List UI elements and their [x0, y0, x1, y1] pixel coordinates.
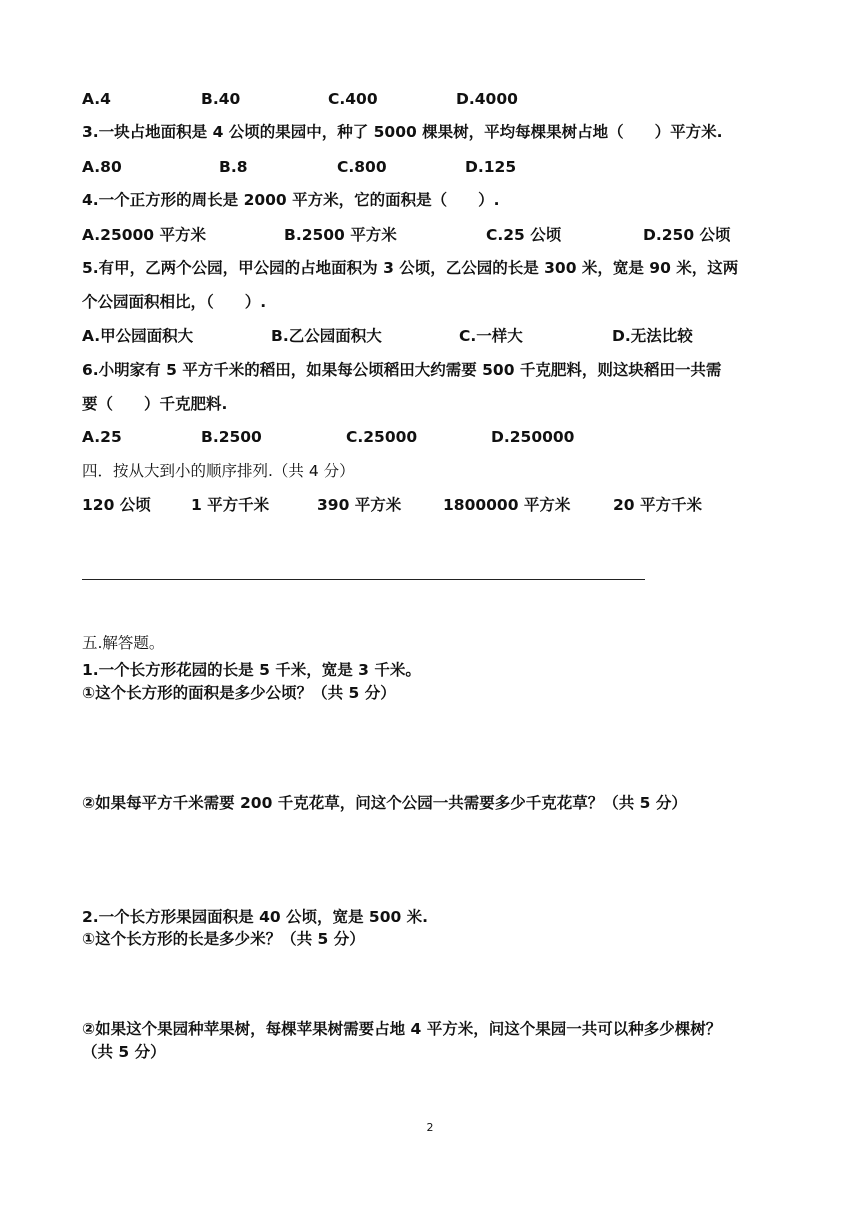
q2-option-b: B.40 [201, 90, 241, 108]
q5-option-b: B.乙公园面积大 [271, 327, 382, 345]
q4-option-d: D.250 公顷 [643, 226, 731, 244]
q5-stem-line1: 5.有甲，乙两个公园，甲公园的占地面积为 3 公顷，乙公园的长是 300 米，宽是 90 米，这两 [82, 259, 739, 277]
q6-option-a: A.25 [82, 428, 122, 446]
order-item: 1 平方千米 [191, 496, 270, 514]
section4-heading: 四．按从大到小的顺序排列.（共 4 分） [82, 462, 355, 480]
answer-line [82, 579, 645, 580]
problem1-question1: ①这个长方形的面积是多少公顷？（共 5 分） [82, 684, 396, 702]
order-item: 390 平方米 [317, 496, 402, 514]
page-number: 2 [426, 1121, 434, 1134]
problem1-stem: 1.一个长方形花园的长是 5 千米，宽是 3 千米。 [82, 661, 421, 679]
q3-option-a: A.80 [82, 158, 122, 176]
q6-option-d: D.250000 [491, 428, 575, 446]
q3-option-b: B.8 [219, 158, 248, 176]
order-item: 20 平方千米 [613, 496, 702, 514]
order-item: 120 公顷 [82, 496, 151, 514]
q4-stem: 4.一个正方形的周长是 2000 平方米，它的面积是（ ）. [82, 191, 500, 209]
q5-option-d: D.无法比较 [612, 327, 693, 345]
q2-option-c: C.400 [328, 90, 378, 108]
problem2-question2-line1: ②如果这个果园种苹果树，每棵苹果树需要占地 4 平方米，问这个果园一共可以种多少棵树？ [82, 1020, 722, 1038]
q3-stem: 3.一块占地面积是 4 公顷的果园中，种了 5000 棵果树，平均每棵果树占地（ ）平方米. [82, 123, 723, 141]
order-item: 1800000 平方米 [443, 496, 571, 514]
q5-stem-line2: 个公园面积相比，（ ）. [82, 293, 267, 311]
q4-option-c: C.25 公顷 [486, 226, 562, 244]
q6-option-c: C.25000 [346, 428, 418, 446]
q4-option-b: B.2500 平方米 [284, 226, 397, 244]
q4-option-a: A.25000 平方米 [82, 226, 206, 244]
problem2-stem: 2.一个长方形果园面积是 40 公顷，宽是 500 米. [82, 908, 429, 926]
problem2-question1: ①这个长方形的长是多少米？（共 5 分） [82, 930, 365, 948]
q6-stem-line2: 要（ ）千克肥料. [82, 395, 228, 413]
problem2-question2-line2: （共 5 分） [82, 1043, 166, 1061]
q2-option-a: A.4 [82, 90, 111, 108]
q5-option-c: C.一样大 [459, 327, 523, 345]
q2-option-d: D.4000 [456, 90, 518, 108]
q6-option-b: B.2500 [201, 428, 262, 446]
q3-option-c: C.800 [337, 158, 387, 176]
q5-option-a: A.甲公园面积大 [82, 327, 194, 345]
section5-heading: 五.解答题。 [82, 634, 165, 652]
q6-stem-line1: 6.小明家有 5 平方千米的稻田，如果每公顷稻田大约需要 500 千克肥料，则这块稻田一共需 [82, 361, 722, 379]
q3-option-d: D.125 [465, 158, 517, 176]
problem1-question2: ②如果每平方千米需要 200 千克花草，问这个公园一共需要多少千克花草？（共 5 分） [82, 794, 687, 812]
